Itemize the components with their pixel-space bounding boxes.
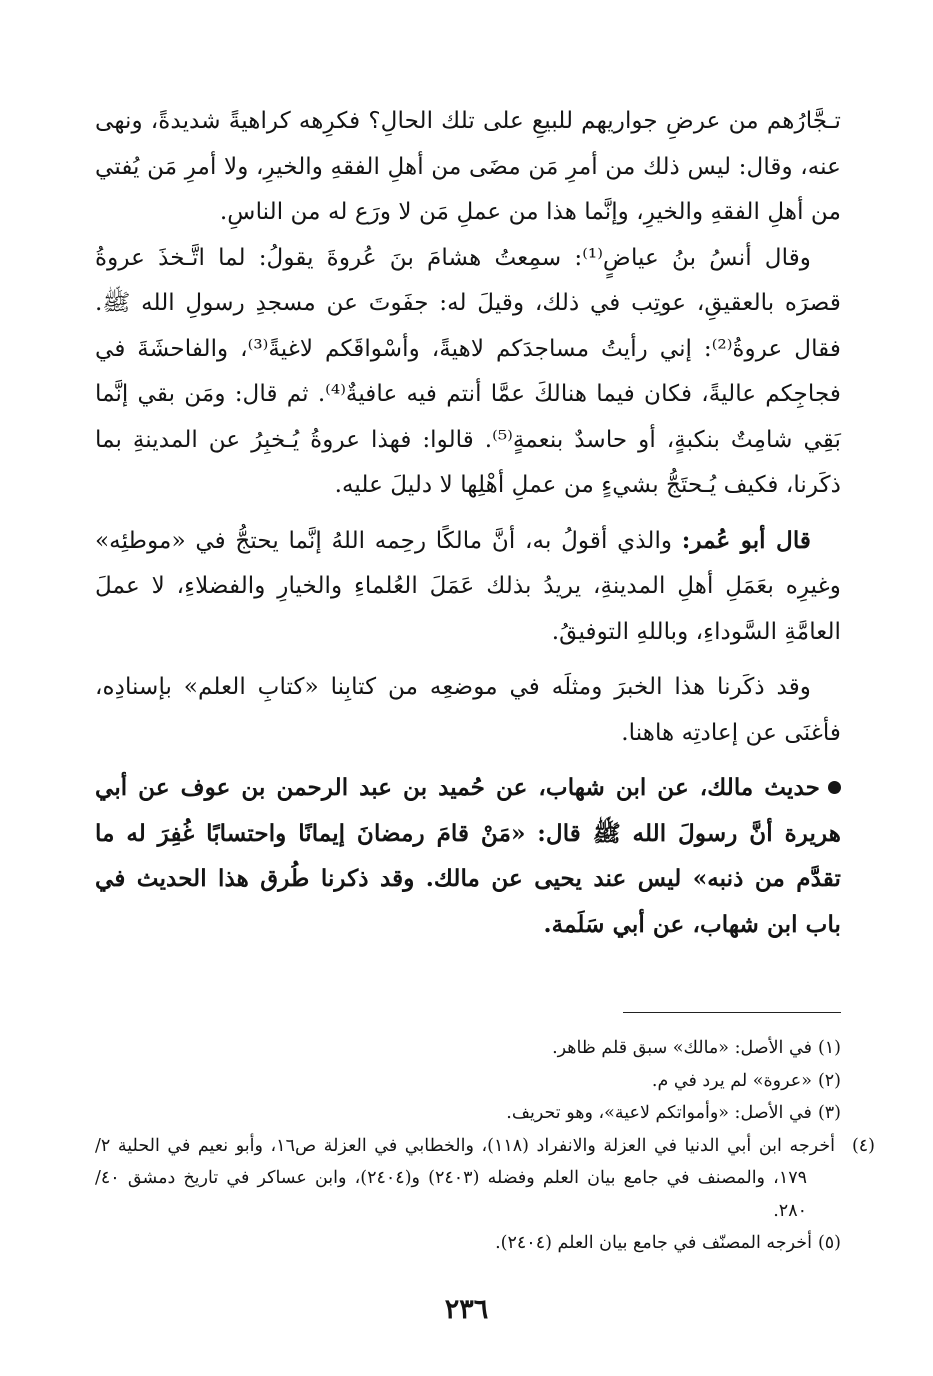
footnote-text: «عروة» لم يرد في م.: [651, 1070, 812, 1091]
page-number: ٢٣٦: [444, 1294, 489, 1325]
footnote-text: أخرجه ابن أبي الدنيا في العزلة والانفراد (١١٨)، والخطابي في العزلة ص١٦، وأبو نعيم في الحلية ٢/ ١٧٩، والمصنف في جامع بيان العلم وفضله (٢٤٠٣) و(٢٤٠٤)، وابن عساكر في تاريخ دمشق ٤٠/ ٢٨٠.: [95, 1135, 835, 1221]
paragraph-2: وقال أنسُ بنُ عياضٍ⁽¹⁾: سمِعتُ هشامَ بنَ عُروةَ يقولُ: لما اتَّـخذَ عروةُ قصرَه بالعقيقِ، عوتِب في ذلك، وقيلَ له: جفَوتَ عن مسجدِ رسولِ الله ﷺ. فقال عروةُ⁽²⁾: إني رأيتُ مساجدَكم لاهيةً، وأسْواقَكم لاغيةً⁽³⁾، والفاحشَةَ في فجاجِكم عاليةً، فكان فيما هنالكَ عمَّا أنتم فيه عافيةٌ⁽⁴⁾. ثم قال: ومَن بقي إنَّما بَقِي شامِتٌ بنكبةٍ، أو حاسدٌ بنعمةٍ⁽⁵⁾. قالوا: فهذا عروةُ يُـخبِرُ عن المدينةِ بما ذكَرنا، فكيف يُـحتَجُّ بشيءٍ من عملِ أهْلِها لا دليلَ عليه.: [95, 243, 841, 498]
footnote-text: في الأصل: «مالك» سبق قلم ظاهر.: [552, 1038, 812, 1058]
footnote-text: أخرجه المصنّف في جامع بيان العلم (٢٤٠٤).: [495, 1233, 812, 1253]
bullet-icon: [828, 781, 841, 794]
footnote-text: في الأصل: «وأمواتكم لاعية»، وهو تحريف.: [506, 1103, 812, 1123]
page-body: [95, 98, 841, 947]
paragraph-4: وقد ذكَرنا هذا الخبرَ ومثلَه في موضعِه من كتابِنا «كتابِ العلم» بإسنادِه، فأغنَى عن إعادتِه هاهنا.: [95, 673, 841, 746]
hadith-paragraph: [95, 765, 841, 947]
footnote-divider: [623, 1012, 841, 1013]
footnote-number: (٢): [817, 1070, 841, 1091]
paragraph-3: [95, 518, 841, 655]
footnote-2: [95, 1065, 841, 1098]
footnote-4: (٤)أخرجه ابن أبي الدنيا في العزلة والانفراد (١١٨)، والخطابي في العزلة ص١٦، وأبو نعيم في الحلية ٢/ ١٧٩، والمصنف في جامع بيان العلم وفضله (٢٤٠٣) و(٢٤٠٤)، وابن عساكر في تاريخ دمشق ٤٠/ ٢٨٠.: [95, 1135, 875, 1221]
footnote-number: (١): [817, 1038, 841, 1058]
paragraph-1: تـجَّارُهم من عرضِ جواريهم للبيعِ على تلك الحالِ؟ فكرِهه كراهيةً شديدةً، ونهى عنه، وقال: ليس ذلك من أمرِ مَن مضَى من أهلِ الفقهِ والخيرِ، ولا أمرِ مَن يُفتي من أهلِ الفقهِ والخيرِ، وإنَّما هذا من عملِ مَن لا ورَع له من الناسِ.: [95, 107, 841, 225]
footnote-number: (٥): [817, 1233, 841, 1253]
footnote-1: [95, 1032, 841, 1065]
author-lead: قال أبو عُمر:: [681, 526, 811, 554]
footnote-5: [95, 1227, 841, 1260]
hadith-text: حديث مالك، عن ابن شهاب، عن حُميد بن عبد الرحمن بن عوف عن أبي هريرة أنَّ رسولَ الله ﷺ قال: «مَنْ قامَ رمضانَ إيمانًا واحتسابًا غُفِرَ له ما تقدَّم من ذنبه» ليس عند يحيى عن مالك. وقد ذكرنا طُرق هذا الحديث في باب ابن شهاب، عن أبي سَلَمة.: [95, 774, 841, 938]
paragraph-3-text: والذي أقولُ به، أنَّ مالكًا رحِمه اللهُ إنَّما يحتجُّ في «موطئِه» وغيرِه بعَمَلِ أهلِ المدينةِ، يريدُ بذلك عَمَلَ العُلماءِ والخيارِ والفضلاءِ، لا عملَ العامَّةِ السَّوداءِ، وباللهِ التوفيقُ.: [95, 526, 841, 645]
footnote-number: (٣): [817, 1103, 841, 1123]
footnote-3: [95, 1097, 841, 1130]
footnotes: [95, 1032, 875, 1260]
main-text: [95, 98, 841, 947]
